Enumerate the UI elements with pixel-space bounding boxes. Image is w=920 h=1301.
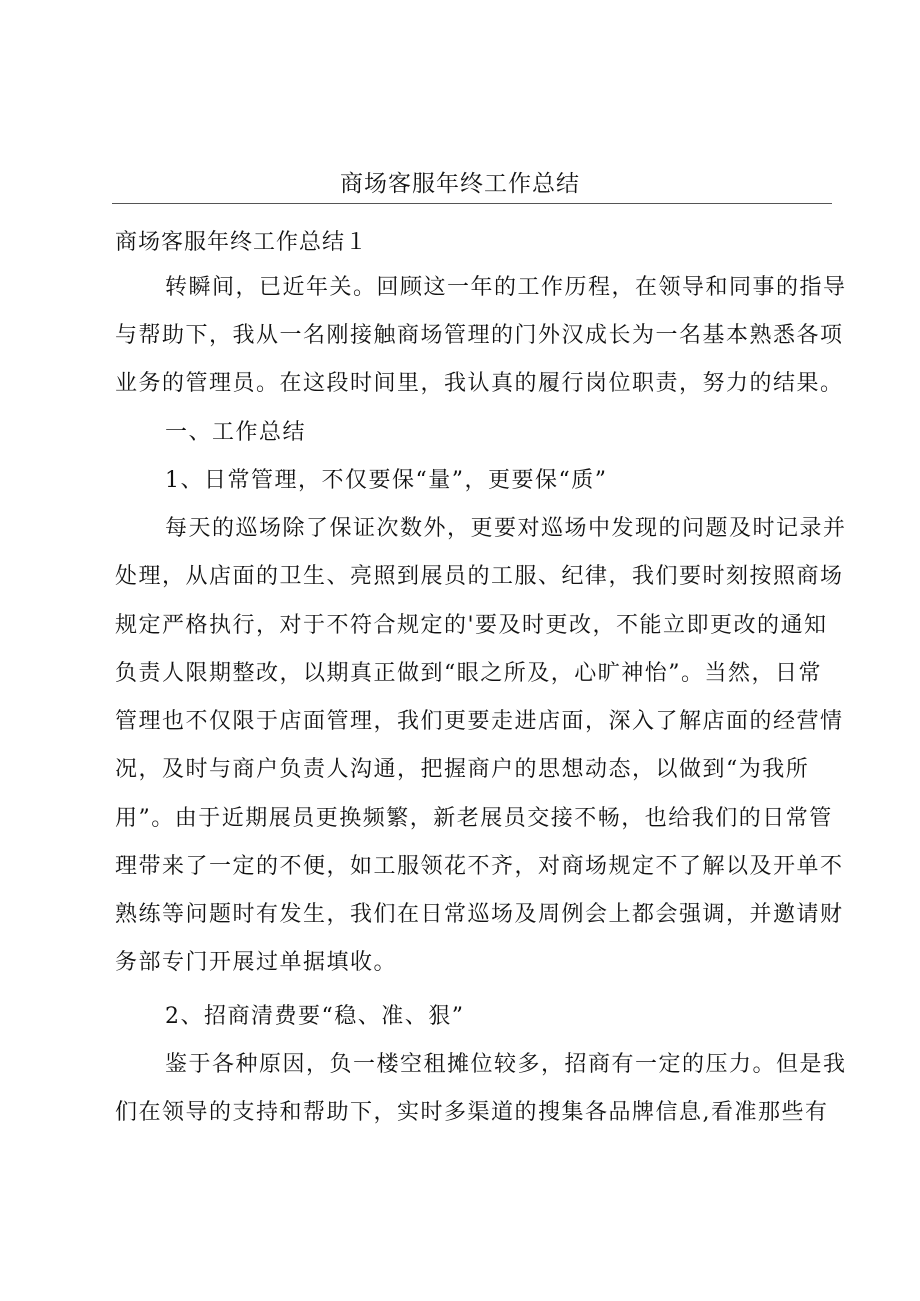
document-title: 商场客服年终工作总结: [340, 171, 580, 197]
paragraph-line: 负责人限期整改，以期真正做到“眼之所及，心旷神怡”。当然，日常: [115, 661, 822, 686]
section-subtitle: 商场客服年终工作总结１: [115, 230, 369, 255]
paragraph-line: 业务的管理员。在这段时间里，我认真的履行岗位职责，努力的结果。: [115, 371, 844, 396]
title-underline: [112, 203, 832, 204]
paragraph-line: 处理，从店面的卫生、亮照到展员的工服、纪律，我们要时刻按照商场: [115, 564, 844, 589]
paragraph-line: 管理也不仅限于店面管理，我们更要走进店面，深入了解店面的经营情: [115, 709, 844, 734]
paragraph-line: 们在领导的支持和帮助下，实时多渠道的搜集各品牌信息,看准那些有: [115, 1100, 829, 1125]
paragraph-line: 熟练等问题时有发生，我们在日常巡场及周例会上都会强调，并邀请财: [115, 902, 844, 927]
subsection-heading: 1、日常管理，不仅要保“量”，更要保“质”: [165, 468, 608, 493]
subsection-heading: 2、招商清费要“稳、准、狠”: [165, 1004, 465, 1029]
paragraph-line: 与帮助下，我从一名刚接触商场管理的门外汉成长为一名基本熟悉各项: [115, 323, 844, 348]
section-heading: 一、工作总结: [165, 420, 307, 445]
paragraph-line: 务部专门开展过单据填收。: [115, 950, 398, 975]
paragraph-line: 每天的巡场除了保证次数外，更要对巡场中发现的问题及时记录并: [165, 516, 847, 541]
paragraph-line: 转瞬间，已近年关。回顾这一年的工作历程，在领导和同事的指导: [165, 275, 847, 300]
paragraph-line: 理带来了一定的不便，如工服领花不齐，对商场规定不了解以及开单不: [115, 854, 844, 879]
paragraph-line: 鉴于各种原因，负一楼空租摊位较多，招商有一定的压力。但是我: [165, 1052, 847, 1077]
paragraph-line: 规定严格执行，对于不符合规定的'要及时更改，不能立即更改的通知: [115, 613, 828, 638]
paragraph-line: 况，及时与商户负责人沟通，把握商户的思想动态，以做到“为我所: [115, 757, 810, 782]
paragraph-line: 用”。由于近期展员更换频繁，新老展员交接不畅，也给我们的日常管: [115, 806, 833, 831]
